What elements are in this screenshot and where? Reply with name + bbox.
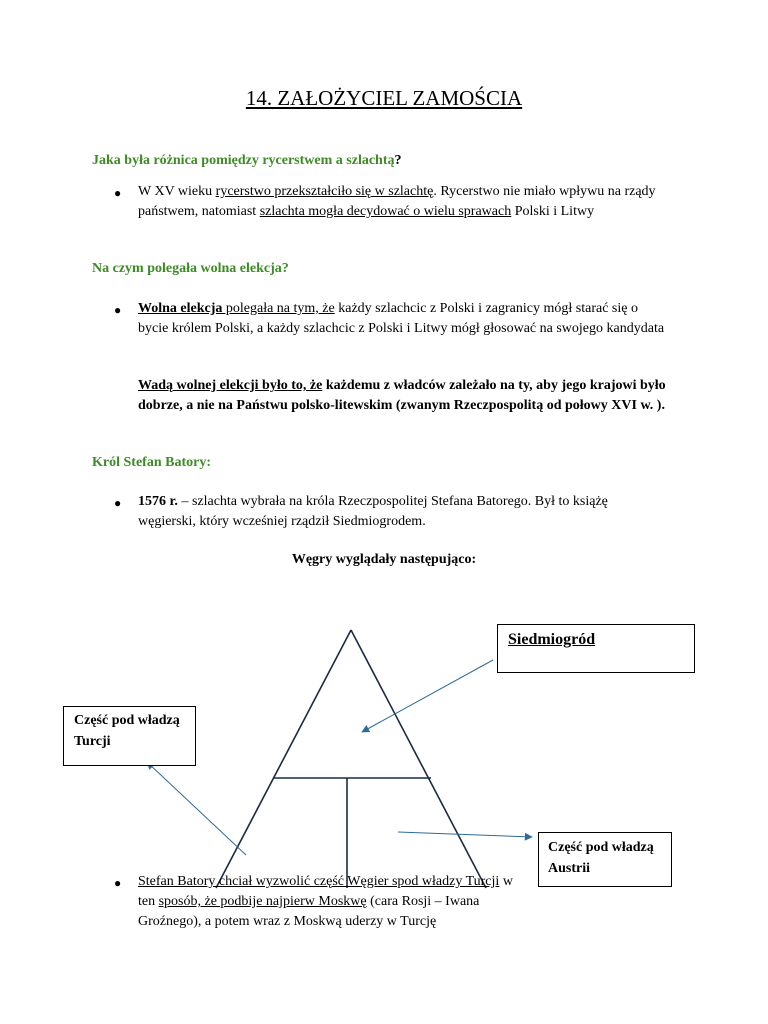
answer-3-plan-text-mid: w ten (138, 874, 513, 909)
answer-3-plan-underline-1: Stefan Batory chciał wyzwolić część Węgier spod władzy Turcji (138, 874, 500, 889)
label-austria: Część pod władzą Austrii (538, 832, 672, 887)
page-title: 14. ZAŁOŻYCIEL ZAMOŚCIA (245, 86, 523, 110)
arrow-austria (398, 832, 532, 837)
answer-3-year: 1576 r. (138, 494, 178, 509)
question-2: Na czym polegała wolna elekcja? (92, 261, 289, 276)
answer-2-drawback-underline: Wadą wolnej elekcji było to, że (138, 378, 323, 393)
answer-2-text: każdy szlachcic z Polski i zagranicy mógł starać się o bycie królem Polski, a każdy szlachcic z Polski i Litwy mógł głosować na swojego kandydata (138, 301, 665, 336)
answer-1-underline-1: rycerstwo przekształciło się w szlachtę (215, 184, 434, 199)
question-1-text: Jaka była różnica pomiędzy rycerstwem a szlachtą (92, 153, 395, 168)
answer-1-text: W XV wieku (138, 184, 216, 199)
answer-3-plan-underline-2: sposób, że podbije najpierw Moskwę (158, 894, 367, 909)
label-turcja: Część pod władzą Turcji (63, 706, 196, 766)
triangle-shape (216, 630, 486, 888)
arrow-turcja (147, 762, 246, 855)
bullet-dot: ● (114, 496, 122, 510)
bullet-dot: ● (114, 303, 122, 317)
label-siedmiogrod (497, 624, 695, 673)
answer-3-plan-text-end: (cara Rosji – Iwana Groźnego), a potem wraz z Moskwą uderzy w Turcję (138, 894, 480, 929)
diagram-caption: Węgry wyglądały następująco: (291, 552, 477, 567)
question-1-mark: ? (394, 153, 402, 168)
answer-2-drawback-text: każdemu z władców zależało na ty, aby jego krajowi było dobrze, a nie na Państwu polsko-litewskim (zwanym Rzeczpospolitą od połowy XVI w. ). (138, 378, 666, 413)
answer-1-underline-2: szlachta mogła decydować o wielu sprawach (259, 204, 512, 219)
answer-3-text: – szlachta wybrała na króla Rzeczpospolitej Stefana Batorego. Był to książę węgierski, który wcześniej rządził Siedmiogrodem. (138, 494, 608, 529)
label-siedmiogrod-text: Siedmiogród (508, 631, 596, 648)
answer-1-text-mid: . Rycerstwo nie miało wpływu na rządy państwem, natomiast (138, 184, 656, 219)
answer-3-plan (138, 872, 513, 932)
arrow-siedmiogrod (362, 660, 493, 732)
bullet-dot: ● (114, 186, 122, 200)
question-3: Król Stefan Batory: (92, 455, 211, 470)
bullet-dot: ● (114, 876, 122, 890)
answer-1-text-end: Polski i Litwy (511, 204, 595, 219)
answer-2-underline: polegała na tym, że (222, 301, 335, 316)
answer-2-term: Wolna elekcja (138, 301, 223, 316)
